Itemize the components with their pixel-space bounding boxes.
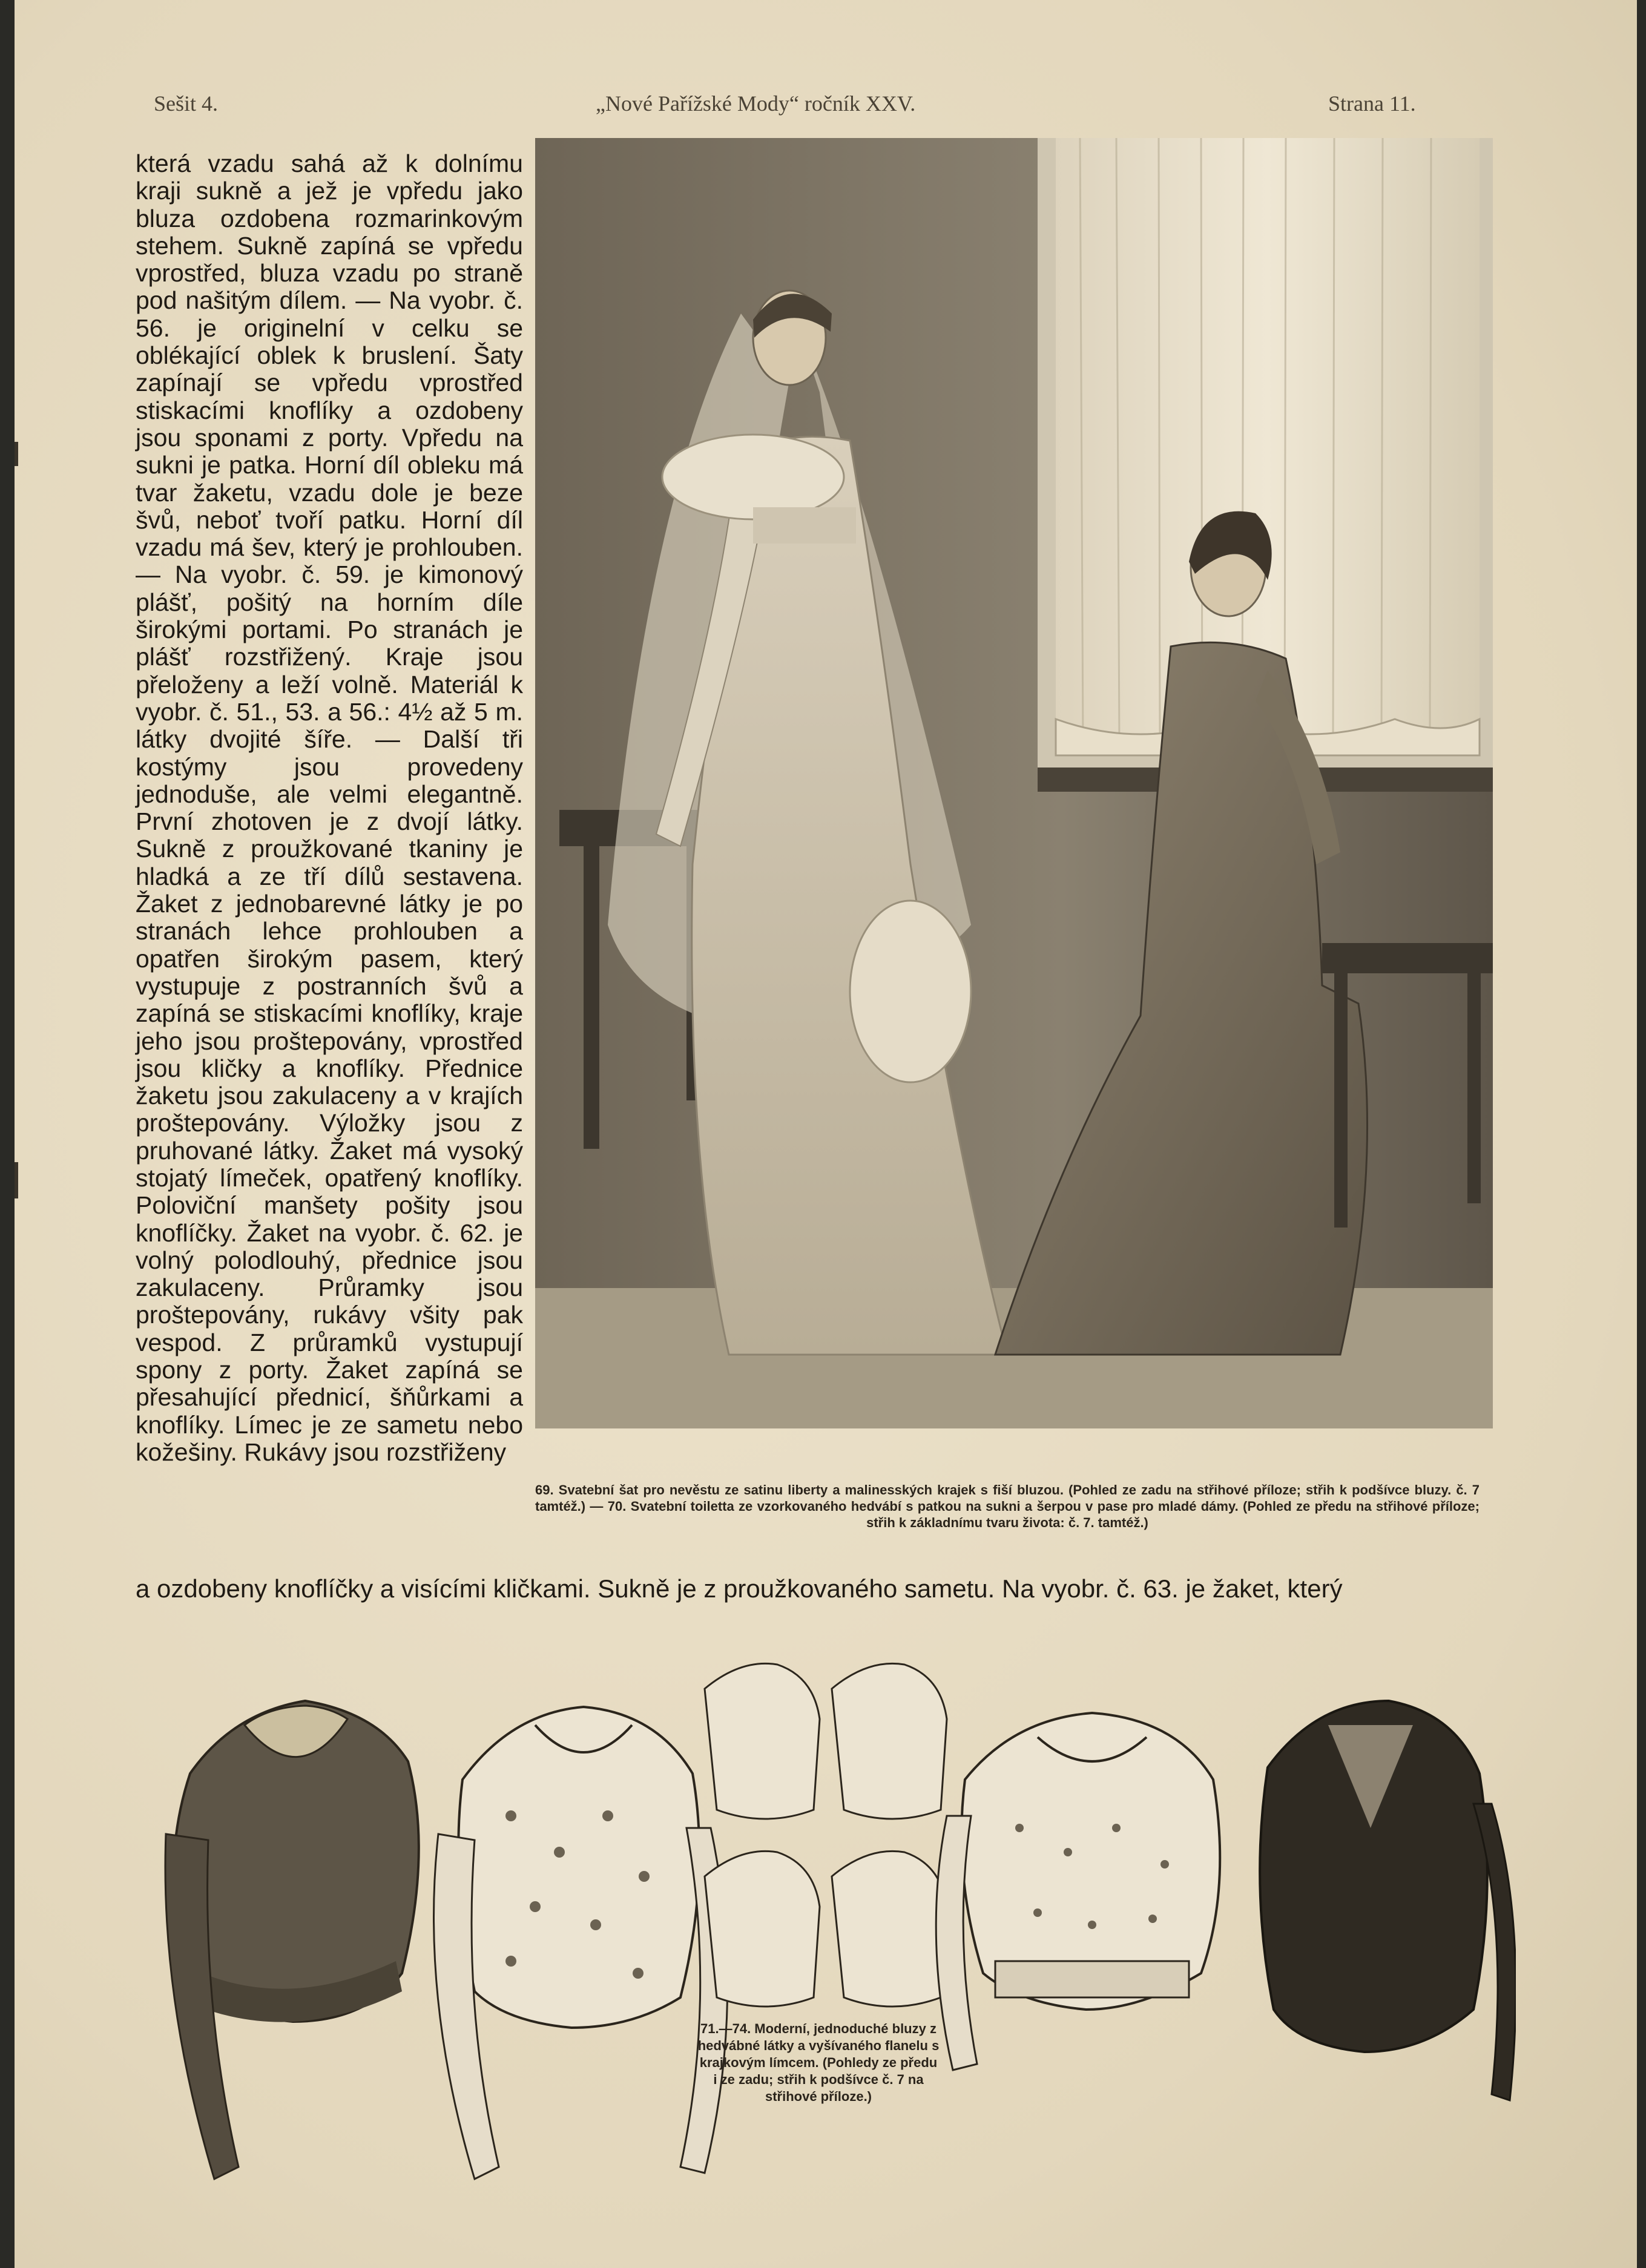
blouse-71-drawing xyxy=(165,1701,419,2179)
blouse-73-drawing xyxy=(705,1663,947,2007)
blouse-illustrations xyxy=(148,1634,1516,2215)
header-title: „Nové Pařížské Mody“ ročník XXV. xyxy=(596,91,916,116)
header-page-number: Strana 11. xyxy=(1328,91,1416,116)
header-issue: Sešit 4. xyxy=(154,91,219,116)
wedding-illustration xyxy=(535,138,1493,1428)
figure-71-74-caption: 71.—74. Moderní, jednoduché bluzy z hedvábné látky a vyšívaného flanelu s krajkovým límcem. (Pohledy ze předu i ze zadu; střih k podšívce č. 7 na střihové příloze.) xyxy=(697,2021,940,2104)
wedding-illustration-drawing xyxy=(535,138,1493,1428)
running-header xyxy=(15,91,1637,127)
jacket-drawing xyxy=(1260,1701,1516,2100)
blouse-illustrations-drawing xyxy=(148,1634,1516,2215)
article-column: která vzadu sahá až k dolnímu kraji sukně a jež je vpředu jako bluza ozdobena rozmarinkovým stehem. Sukně zapíná se vpředu vprostřed, bluza vzadu po straně pod našitým dílem. — Na vyobr. č. 56. je originelní v celku se oblékající oblek k bruslení. Šaty zapínají se vpředu vprostřed stiskacími knoflíky a ozdobeny jsou sponami z porty. Vpředu na sukni je patka. Horní díl obleku má tvar žaketu, vzadu dole je beze švů, neboť tvoří patku. Horní díl vzadu má šev, který je prohlouben. — Na vyobr. č. 59. je kimonový plášť, pošitý na horním díle širokými portami. Po stranách je plášť rozstřižený. Kraje jsou přeloženy a leží volně. Materiál k vyobr. č. 51., 53. a 56.: 4½ až 5 m. látky dvojité šíře. — Další tři kostýmy jsou provedeny jednoduše, ale velmi elegantně. První zhotoven je z dvojí látky. Sukně z proužkované tkaniny je hladká a ze tří dílů sestavena. Žaket z jednobarevné látky je po stranách lehce prohlouben a opatřen širokým pasem, který vystupuje z postranních švů a zapíná se stiskacími knoflíky, kraje jeho jsou proštepovány, vprostřed jsou kličky a knoflíky. Přednice žaketu jsou zakulaceny a v krajích proštepovány. Výložky jsou z pruhované látky. Žaket má vysoký stojatý límeček, opatřený knoflíky. Poloviční manšety pošity jsou knoflíčky. Žaket na vyobr. č. 62. je volný polodlouhý, přednice jsou zakulaceny. Průramky jsou proštepovány, rukávy všity pak vespod. Z průramků vystupují spony z porty. Žaket zapíná se přesahující přednicí, šňůrkami a knoflíky. Límec je ze sametu nebo kožešiny. Rukávy jsou rozstřiženy xyxy=(136,150,523,1466)
figure-69-70-caption: 69. Svatební šat pro nevěstu ze satinu liberty a malinesských krajek s fiší bluzou. (Pohled ze zadu na střihové příloze; střih k podšívce bluzy. č. 7 tamtéž.) — 70. Svatební toiletta ze vzorkovaného hedvábí s patkou na sukni a šerpou v pase pro mladé dámy. (Pohled ze předu na střihové příloze; střih k základnímu tvaru života: č. 7. tamtéž.) xyxy=(535,1482,1480,1530)
article-continuation-line: a ozdobeny knoflíčky a visícími kličkami. Sukně je z proužkovaného sametu. Na vyobr. č. 63. je žaket, který xyxy=(136,1574,1343,1603)
blouse-74-drawing xyxy=(936,1713,1220,2070)
magazine-page xyxy=(15,0,1637,2268)
binding-mark xyxy=(15,1162,18,1198)
binding-mark xyxy=(15,442,18,466)
blouse-72-drawing xyxy=(434,1707,728,2179)
